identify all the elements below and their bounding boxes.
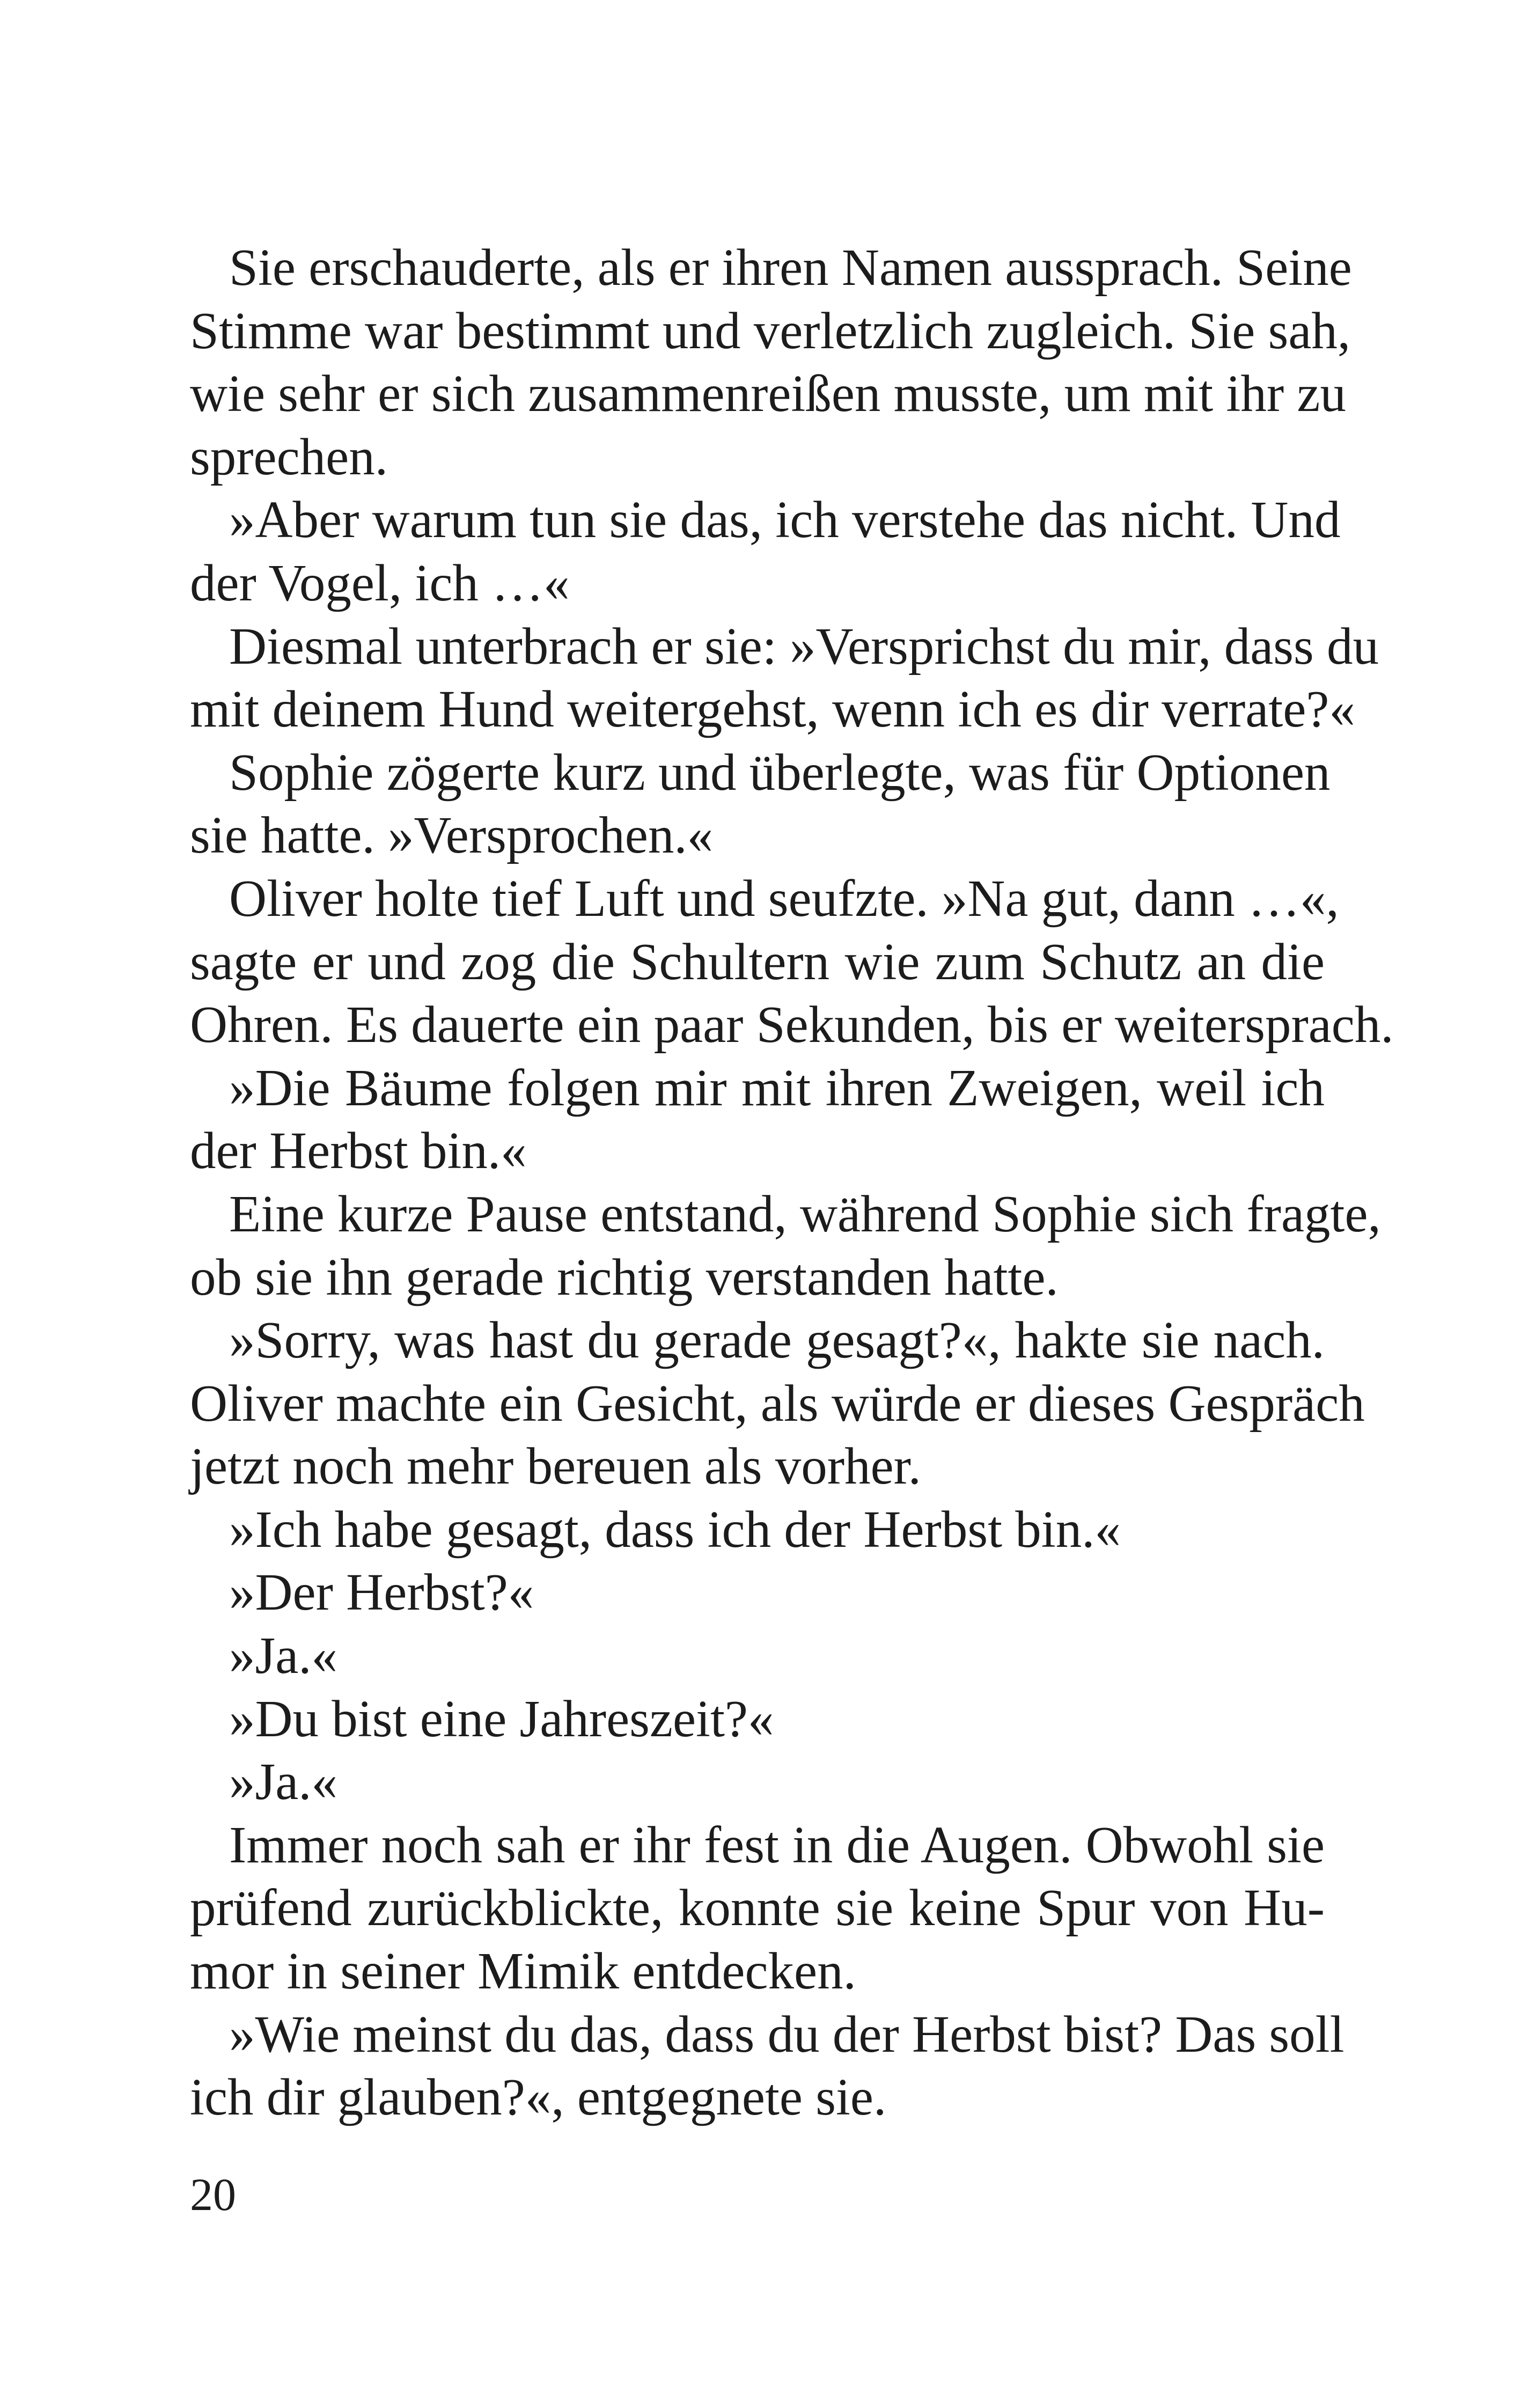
- text-line: »Du bist eine Jahreszeit?«: [229, 1690, 774, 1748]
- text-line: Diesmal unterbrach er sie: »Versprichst du mir, dass du: [229, 617, 1379, 675]
- text-line: sie hatte. »Versprochen.«: [190, 806, 714, 864]
- text-line: Sie erschauderte, als er ihren Namen aussprach. Seine: [229, 239, 1352, 296]
- text-line: ob sie ihn gerade richtig verstanden hatte.: [190, 1248, 1059, 1306]
- text-line: Immer noch sah er ihr fest in die Augen. Obwohl sie: [229, 1816, 1325, 1874]
- text-line: ich dir glauben?«, entgegnete sie.: [190, 2068, 887, 2126]
- text-line: wie sehr er sich zusammenreißen musste, um mit ihr zu: [190, 365, 1346, 423]
- text-line: mit deinem Hund weitergehst, wenn ich es dir verrate?«: [190, 680, 1355, 738]
- text-line: »Aber warum tun sie das, ich verstehe das nicht. Und: [229, 491, 1341, 549]
- text-line: Eine kurze Pause entstand, während Sophie sich fragte,: [229, 1185, 1381, 1243]
- page-number: 20: [190, 2169, 236, 2220]
- text-line: der Herbst bin.«: [190, 1122, 527, 1180]
- text-line: prüfend zurückblickte, konnte sie keine Spur von Hu-: [190, 1879, 1325, 1937]
- text-line: »Wie meinst du das, dass du der Herbst bist? Das soll: [229, 2005, 1344, 2063]
- text-line: Oliver holte tief Luft und seufzte. »Na gut, dann …«,: [229, 869, 1339, 927]
- text-line: Stimme war bestimmt und verletzlich zugleich. Sie sah,: [190, 302, 1351, 359]
- text-line: »Sorry, was hast du gerade gesagt?«, hakte sie nach.: [229, 1311, 1325, 1369]
- text-line: »Die Bäume folgen mir mit ihren Zweigen, weil ich: [229, 1059, 1325, 1117]
- text-line: »Ja.«: [229, 1753, 338, 1811]
- text-line: »Ja.«: [229, 1627, 338, 1685]
- text-line: Sophie zögerte kurz und überlegte, was für Optionen: [229, 743, 1331, 801]
- text-line: jetzt noch mehr bereuen als vorher.: [190, 1437, 921, 1495]
- text-line: »Ich habe gesagt, dass ich der Herbst bin.«: [229, 1500, 1121, 1558]
- text-line: »Der Herbst?«: [229, 1563, 534, 1621]
- text-line: Oliver machte ein Gesicht, als würde er dieses Gespräch: [190, 1374, 1365, 1432]
- text-line: sprechen.: [190, 428, 388, 486]
- body-text: [190, 236, 1394, 2129]
- text-line: mor in seiner Mimik entdecken.: [190, 1942, 856, 2000]
- text-line: sagte er und zog die Schultern wie zum Schutz an die: [190, 933, 1325, 990]
- text-line: der Vogel, ich …«: [190, 554, 570, 612]
- text-line: Ohren. Es dauerte ein paar Sekunden, bis er weitersprach.: [190, 996, 1394, 1054]
